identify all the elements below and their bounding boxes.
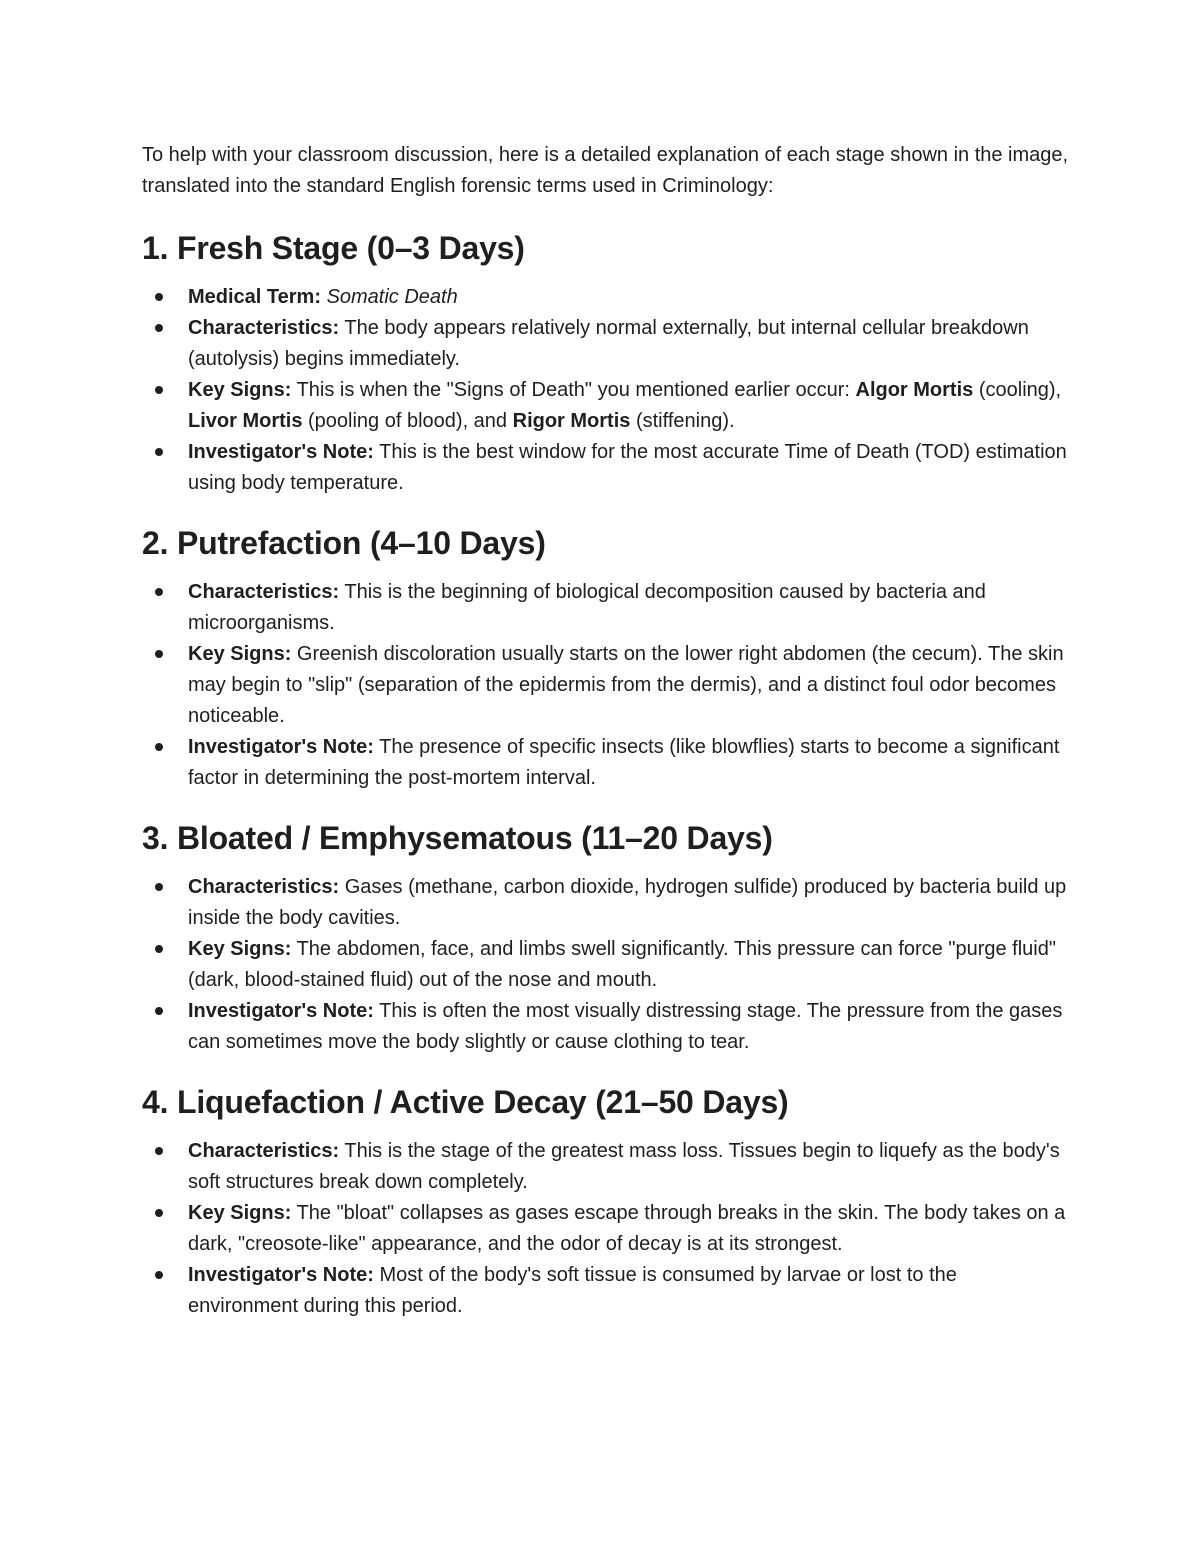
- list-item: [142, 375, 1072, 437]
- item-label: Key Signs:: [188, 643, 292, 665]
- bullet-dot-icon: [155, 386, 163, 394]
- bullet-dot-icon: [155, 1209, 163, 1217]
- item-text: The abdomen, face, and limbs swell significantly. This pressure can force "purge fluid" (dark, blood-stained fluid) out of the nose and mouth.: [188, 938, 1056, 991]
- bullet-dot-icon: [155, 1271, 163, 1279]
- item-text: This is the stage of the greatest mass loss. Tissues begin to liquefy as the body's soft structures break down completely.: [188, 1140, 1060, 1193]
- term-livor-mortis: Livor Mortis: [188, 410, 303, 432]
- bullet-dot-icon: [155, 1147, 163, 1155]
- item-text: Most of the body's soft tissue is consumed by larvae or lost to the environment during this period.: [188, 1264, 957, 1317]
- list-item: [142, 437, 1072, 499]
- item-text: The presence of specific insects (like blowflies) starts to become a significant factor in determining the post-mortem interval.: [188, 736, 1060, 789]
- bullet-dot-icon: [155, 1007, 163, 1015]
- item-label: Characteristics:: [188, 317, 340, 339]
- section-liquefaction: [142, 1082, 1072, 1322]
- bullet-list: [142, 872, 1072, 1058]
- bullet-dot-icon: [155, 448, 163, 456]
- bullet-dot-icon: [155, 743, 163, 751]
- section-fresh-stage: [142, 228, 1072, 499]
- bullet-dot-icon: [155, 883, 163, 891]
- item-text: Greenish discoloration usually starts on the lower right abdomen (the cecum). The skin may begin to "slip" (separation of the epidermis from the dermis), and a distinct foul odor becomes noticeable.: [188, 643, 1064, 727]
- bullet-list: [142, 577, 1072, 794]
- item-label: Investigator's Note:: [188, 1000, 374, 1022]
- item-label: Investigator's Note:: [188, 441, 374, 463]
- list-item: [142, 996, 1072, 1058]
- item-text: (cooling),: [978, 379, 1062, 401]
- section-heading: 4. Liquefaction / Active Decay (21–50 Days): [142, 1084, 789, 1120]
- item-text: This is the beginning of biological decomposition caused by bacteria and microorganisms.: [188, 581, 986, 634]
- item-text: (stiffening).: [635, 410, 735, 432]
- item-text: This is often the most visually distressing stage. The pressure from the gases can sometimes move the body slightly or cause clothing to tear.: [188, 1000, 1063, 1053]
- list-item: [142, 282, 1072, 313]
- item-label: Characteristics:: [188, 1140, 340, 1162]
- bullet-dot-icon: [155, 650, 163, 658]
- item-label: Investigator's Note:: [188, 1264, 374, 1286]
- list-item: [142, 934, 1072, 996]
- section-heading: 2. Putrefaction (4–10 Days): [142, 525, 546, 561]
- item-label: Key Signs:: [188, 1202, 292, 1224]
- term-rigor-mortis: Rigor Mortis: [512, 410, 631, 432]
- term-algor-mortis: Algor Mortis: [855, 379, 974, 401]
- list-item: [142, 577, 1072, 639]
- item-label: Medical Term:: [188, 286, 321, 308]
- item-text: Somatic Death: [326, 286, 458, 308]
- list-item: [142, 639, 1072, 732]
- bullet-dot-icon: [155, 293, 163, 301]
- bullet-dot-icon: [155, 945, 163, 953]
- list-item: [142, 1198, 1072, 1260]
- item-text: (pooling of blood), and: [308, 410, 508, 432]
- bullet-list: [142, 282, 1072, 499]
- section-heading: 1. Fresh Stage (0–3 Days): [142, 230, 525, 266]
- item-text: Gases (methane, carbon dioxide, hydrogen sulfide) produced by bacteria build up inside the body cavities.: [188, 876, 1067, 929]
- item-label: Key Signs:: [188, 379, 292, 401]
- item-label: Investigator's Note:: [188, 736, 374, 758]
- bullet-dot-icon: [155, 324, 163, 332]
- bullet-dot-icon: [155, 588, 163, 596]
- section-heading: 3. Bloated / Emphysematous (11–20 Days): [142, 820, 773, 856]
- item-label: Characteristics:: [188, 876, 340, 898]
- section-putrefaction: [142, 523, 1072, 794]
- list-item: [142, 732, 1072, 794]
- list-item: [142, 313, 1072, 375]
- section-bloated: [142, 818, 1072, 1058]
- item-text: This is the best window for the most accurate Time of Death (TOD) estimation using body temperature.: [188, 441, 1067, 494]
- intro-paragraph: To help with your classroom discussion, here is a detailed explanation of each stage shown in the image, translated into the standard English forensic terms used in Criminology:: [142, 144, 1069, 197]
- document-page: [142, 140, 1072, 1346]
- list-item: [142, 1260, 1072, 1322]
- item-label: Characteristics:: [188, 581, 340, 603]
- item-label: Key Signs:: [188, 938, 292, 960]
- item-text: The body appears relatively normal externally, but internal cellular breakdown (autolysis) begins immediately.: [188, 317, 1029, 370]
- item-text: The "bloat" collapses as gases escape through breaks in the skin. The body takes on a dark, "creosote-like" appearance, and the odor of decay is at its strongest.: [188, 1202, 1066, 1255]
- list-item: [142, 1136, 1072, 1198]
- item-text: This is when the "Signs of Death" you mentioned earlier occur:: [296, 379, 850, 401]
- list-item: [142, 872, 1072, 934]
- bullet-list: [142, 1136, 1072, 1322]
